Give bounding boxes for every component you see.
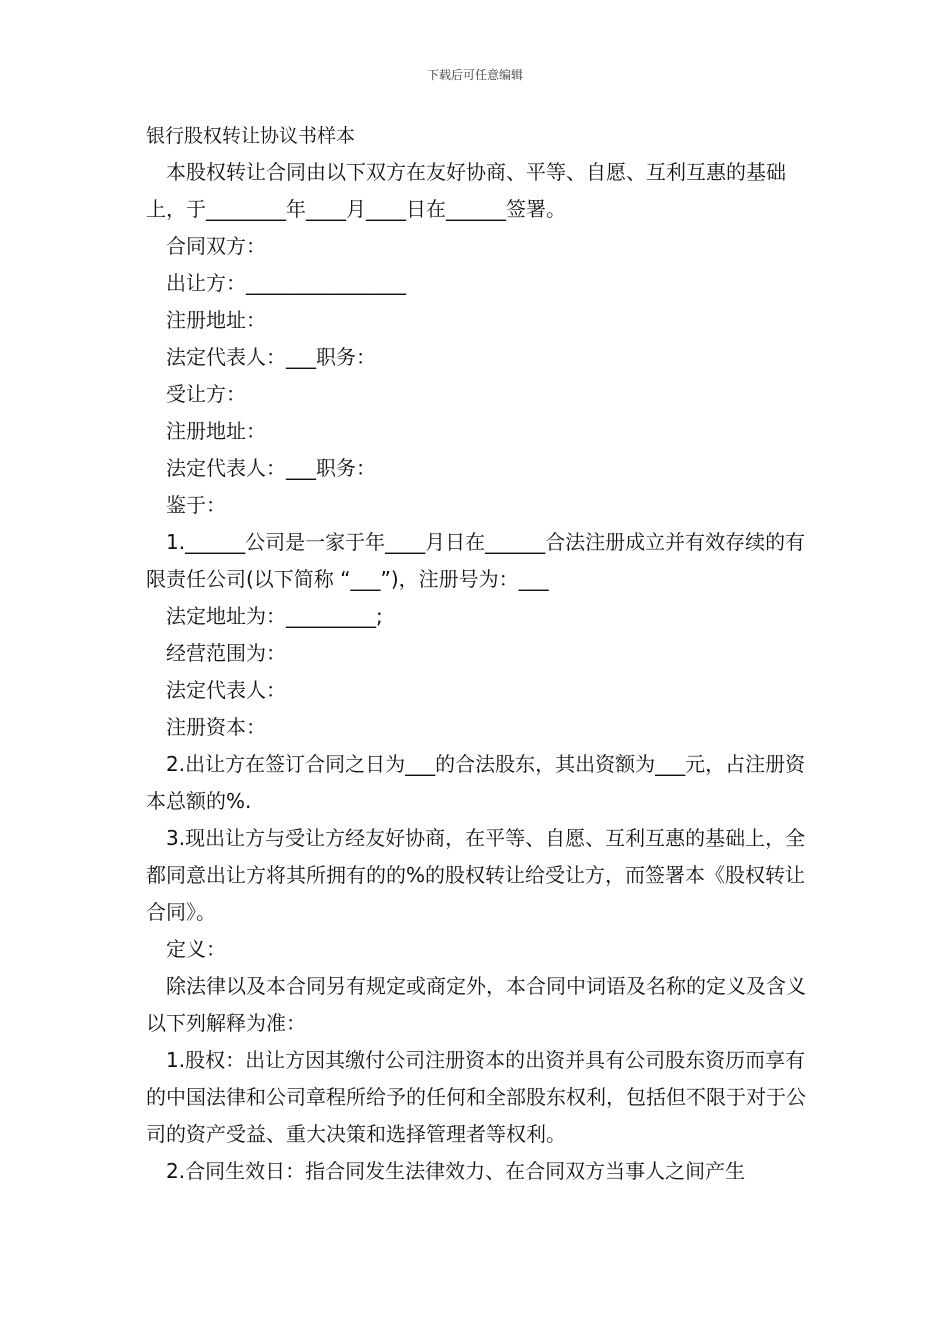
paragraph-definition-equity: 1.股权：出让方因其缴付公司注册资本的出资并具有公司股东资历而享有的中国法律和公司章程所给予的任何和全部股东权利，包括但不限于对于公司的资产受益、重大决策和选择管理者等权利。 bbox=[146, 1048, 806, 1146]
paragraph-parties: 合同双方： bbox=[166, 234, 266, 258]
paragraph-intro: 本股权转让合同由以下双方在友好协商、平等、自愿、互利互惠的基础上，于________年____月____日在______签署。 bbox=[146, 160, 786, 221]
paragraph-registered-capital: 注册资本： bbox=[166, 715, 266, 739]
paragraph-shareholder: 2.出让方在签订合同之日为___的合法股东，其出资额为___元，占注册资本总额的%. bbox=[146, 752, 806, 813]
paragraph-definitions: 定义： bbox=[166, 937, 226, 961]
paragraph-whereas: 鉴于： bbox=[166, 493, 226, 517]
paragraph-legal-representative: 法定代表人： bbox=[166, 678, 286, 702]
paragraph-agreement: 3.现出让方与受让方经友好协商，在平等、自愿、互利互惠的基础上，全都同意出让方将其所拥有的的%的股权转让给受让方，而签署本《股权转让合同》。 bbox=[146, 826, 806, 924]
document-title: 银行股权转让协议书样本 bbox=[146, 125, 356, 147]
paragraph-transferee: 受让方： bbox=[166, 382, 246, 406]
paragraph-transferor: 出让方：________________ bbox=[166, 271, 406, 295]
paragraph-definition-effective-date: 2.合同生效日：指合同发生法律效力、在合同双方当事人之间产生 bbox=[166, 1159, 746, 1183]
paragraph-transferee-representative: 法定代表人：___职务： bbox=[166, 456, 376, 480]
paragraph-definitions-intro: 除法律以及本合同另有规定或商定外，本合同中词语及名称的定义及含义以下列解释为准： bbox=[146, 974, 806, 1035]
paragraph-transferor-address: 注册地址： bbox=[166, 308, 266, 332]
paragraph-transferee-address: 注册地址： bbox=[166, 419, 266, 443]
page-header-note: 下载后可任意编辑 bbox=[426, 68, 523, 82]
paragraph-business-scope: 经营范围为： bbox=[166, 641, 286, 665]
paragraph-company-info: 1.______公司是一家于年____月日在______合法注册成立并有效存续的有限责任公司(以下简称 “___”)，注册号为：___ bbox=[146, 530, 806, 591]
paragraph-legal-address: 法定地址为：_________; bbox=[166, 604, 383, 628]
document-body bbox=[146, 154, 810, 1190]
paragraph-transferor-representative: 法定代表人：___职务： bbox=[166, 345, 376, 369]
